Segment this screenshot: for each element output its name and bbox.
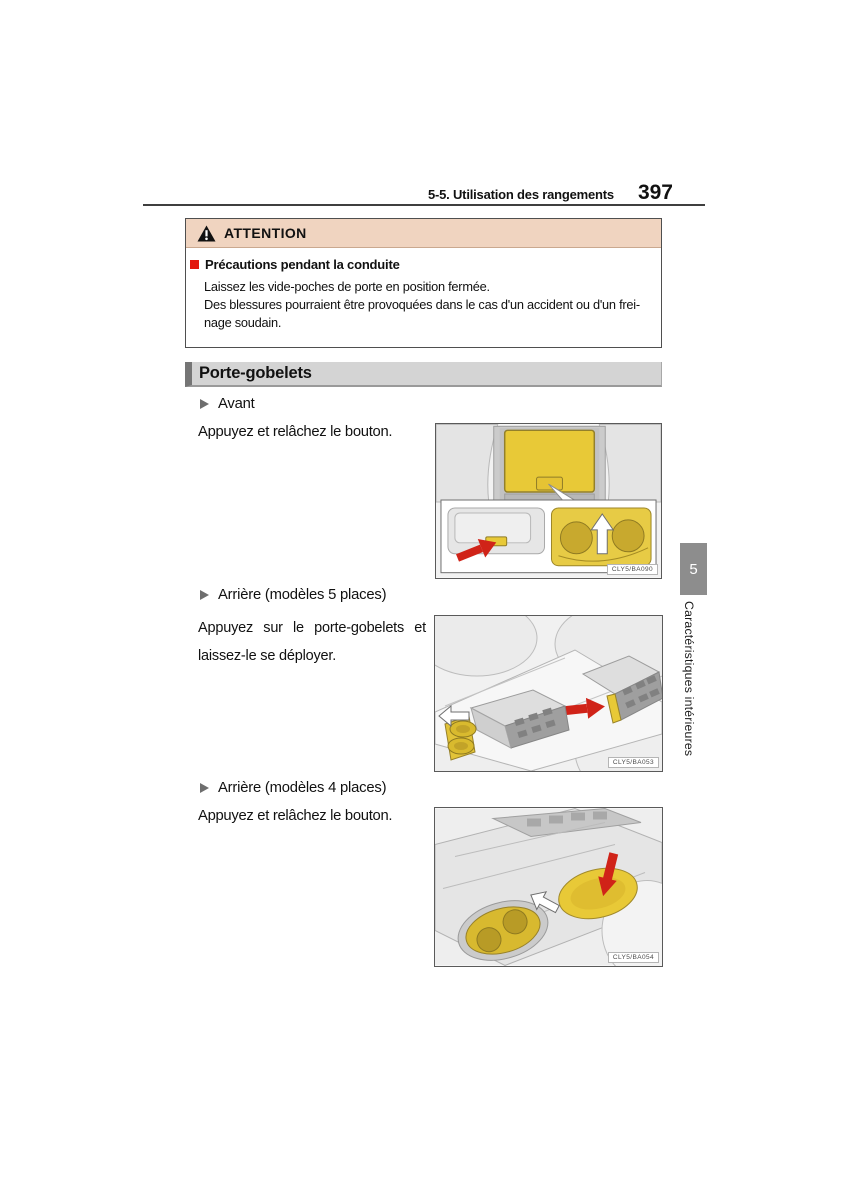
caution-heading-row xyxy=(190,257,649,272)
subsection-arriere-5-places xyxy=(200,587,386,603)
caution-box xyxy=(185,218,662,348)
subsection-arriere-4-places xyxy=(200,780,386,796)
breadcrumb: 5-5. Utilisation des rangements xyxy=(427,187,614,202)
warning-triangle-icon xyxy=(197,225,216,242)
rear-5-places-illustration xyxy=(435,616,662,771)
instruction-line: laissez-le se déployer. xyxy=(198,648,337,664)
rear-4-places-illustration xyxy=(435,808,662,966)
caution-title: ATTENTION xyxy=(224,225,307,241)
triangle-bullet-icon xyxy=(200,783,209,793)
subsection-label: Avant xyxy=(218,396,255,412)
caution-body xyxy=(186,248,661,347)
caution-band xyxy=(186,219,661,248)
cupholder-door-highlight xyxy=(505,430,595,492)
chapter-number: 5 xyxy=(689,560,698,578)
page-header xyxy=(143,181,705,205)
section-title-bar xyxy=(185,362,662,387)
instruction-avant: Appuyez et relâchez le bouton. xyxy=(198,424,393,440)
figure-code: CLY5/BA090 xyxy=(607,564,658,575)
caution-heading: Précautions pendant la conduite xyxy=(205,257,400,272)
caution-text xyxy=(204,278,649,332)
instruction-arriere-5 xyxy=(198,614,426,670)
triangle-bullet-icon xyxy=(200,590,209,600)
page-number: 397 xyxy=(637,181,673,204)
chapter-label: Caractéristiques intérieures xyxy=(682,601,696,757)
subsection-label: Arrière (modèles 4 places) xyxy=(218,780,387,796)
subsection-avant xyxy=(200,396,255,412)
red-square-bullet-icon xyxy=(190,260,199,269)
figure-front-cupholder xyxy=(435,423,662,579)
figure-code: CLY5/BA053 xyxy=(608,757,659,768)
caution-line: Laissez les vide-poches de porte en position fermée. xyxy=(204,279,490,294)
caution-line: Des blessures pourraient être provoquées dans le cas d'un accident ou d'un frei- xyxy=(204,297,640,312)
header-rule xyxy=(143,204,705,206)
subsection-label: Arrière (modèles 5 places) xyxy=(218,587,387,603)
instruction-line: Appuyez sur le porte-gobelets et xyxy=(198,620,426,636)
figure-rear-4-places xyxy=(434,807,663,967)
section-title: Porte-gobelets xyxy=(199,364,312,382)
triangle-bullet-icon xyxy=(200,399,209,409)
figure-rear-5-places xyxy=(434,615,663,772)
caution-line: nage soudain. xyxy=(204,315,282,330)
instruction-arriere-4: Appuyez et relâchez le bouton. xyxy=(198,808,393,824)
front-cupholder-illustration xyxy=(436,424,661,578)
figure-code: CLY5/BA054 xyxy=(608,952,659,963)
chapter-tab xyxy=(680,543,707,595)
